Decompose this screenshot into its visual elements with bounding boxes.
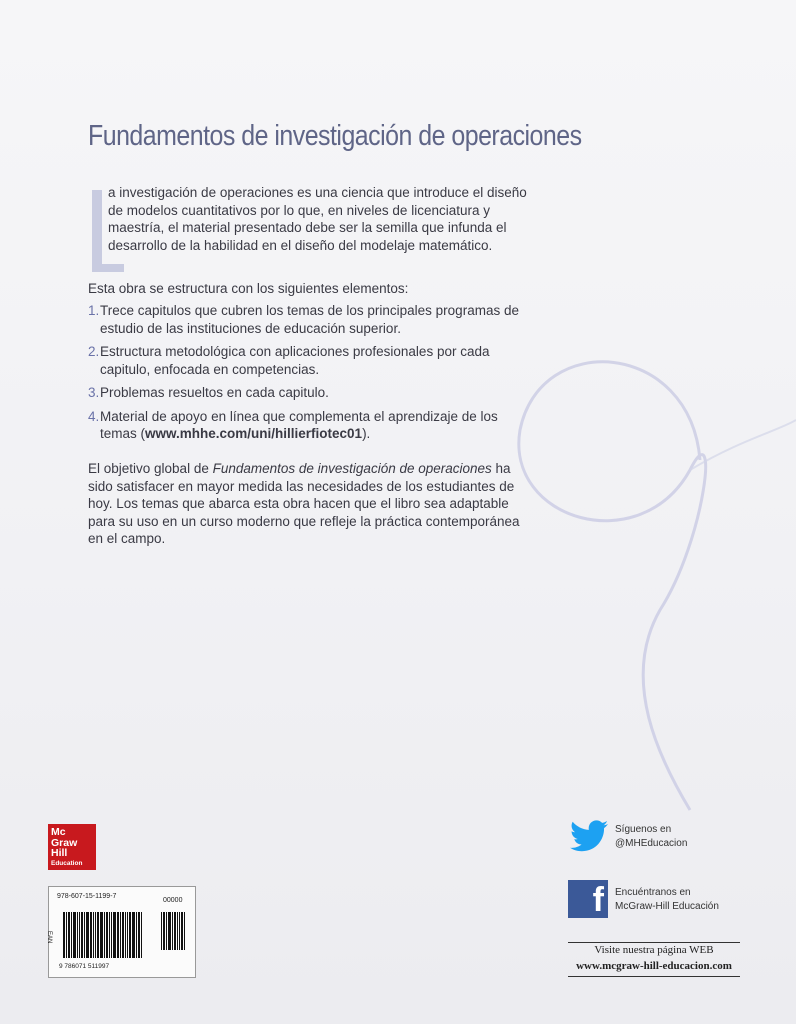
barcode-addon: 00000: [163, 897, 183, 904]
book-title: Fundamentos de investigación de operaciones: [88, 120, 582, 152]
twitter-line1: Síguenos en: [615, 824, 672, 835]
list-item: [88, 384, 528, 402]
list-number: 3.: [88, 385, 100, 400]
mcgraw-hill-logo: [48, 824, 96, 870]
dropcap-letter-l-foot: [92, 264, 124, 272]
facebook-icon[interactable]: f: [568, 880, 608, 918]
closing-paragraph: [88, 460, 528, 548]
intro-paragraph: [108, 184, 528, 254]
list-text: Estructura metodológica con aplicaciones profesionales por cada capitulo, enfocada en competencias.: [100, 344, 490, 377]
ean-label: EAN: [46, 931, 52, 944]
logo-line: Hill: [51, 847, 68, 859]
twitter-info: [615, 823, 796, 851]
list-item: [88, 408, 528, 443]
facebook-page-name[interactable]: McGraw-Hill Educación: [615, 901, 719, 912]
web-label: Visite nuestra página WEB: [594, 944, 714, 956]
web-divider-top: [568, 942, 740, 943]
barcode-digits: 9 786071 511997: [59, 963, 110, 970]
support-url-link[interactable]: www.mhhe.com/uni/hillierfiotec01: [145, 426, 363, 441]
facebook-info: [615, 886, 796, 914]
web-divider-bottom: [568, 976, 740, 977]
logo-line: Education: [51, 859, 83, 867]
isbn-barcode: [48, 886, 196, 978]
twitter-bird-icon[interactable]: [570, 820, 608, 852]
list-text: [100, 408, 528, 443]
list-text-before: Material de apoyo en línea que complementa el aprendizaje de los temas (: [100, 408, 498, 441]
list-number: 1.: [88, 303, 100, 318]
twitter-handle[interactable]: @MHEducacion: [615, 838, 688, 849]
logo-line: Mc: [51, 826, 66, 838]
list-text-after: ).: [362, 426, 371, 441]
list-item: [88, 343, 528, 378]
list-number: 2.: [88, 344, 100, 359]
isbn-number: 978-607-15-1199-7: [57, 893, 117, 900]
barcode-bars: [63, 912, 157, 958]
structure-lead: Esta obra se estructura con los siguientes elementos:: [88, 281, 409, 296]
intro-text: a investigación de operaciones es una ciencia que introduce el diseño de modelos cuantitativos por lo que, en niveles de licenciatura y maestría, el material presentado debe ser la semilla que infunda el desarrollo de la habilidad en el diseño del modelaje matemático.: [108, 185, 527, 253]
list-text: Problemas resueltos en cada capitulo.: [100, 385, 329, 400]
logo-line: Graw: [51, 836, 78, 849]
website-link[interactable]: www.mcgraw-hill-educacion.com: [576, 960, 732, 972]
closing-before: El objetivo global de: [88, 461, 213, 476]
facebook-line1: Encuéntranos en: [615, 887, 691, 898]
list-number: 4.: [88, 408, 100, 424]
list-text: Trece capitulos que cubren los temas de los principales programas de estudio de las instituciones de educación superior.: [100, 303, 519, 336]
barcode-addon-bars: [161, 912, 189, 950]
elements-list: [88, 302, 528, 449]
closing-after: ha sido satisfacer en mayor medida las necesidades de los estudiantes de hoy. Los temas que abarca esta obra hacen que el libro sea adaptable para su uso en un curso moderno que refleje la práctica contemporánea en el campo.: [88, 461, 520, 546]
dropcap-letter-l: [92, 190, 102, 264]
closing-book-title: Fundamentos de investigación de operaciones: [212, 461, 492, 476]
list-item: [88, 302, 528, 337]
